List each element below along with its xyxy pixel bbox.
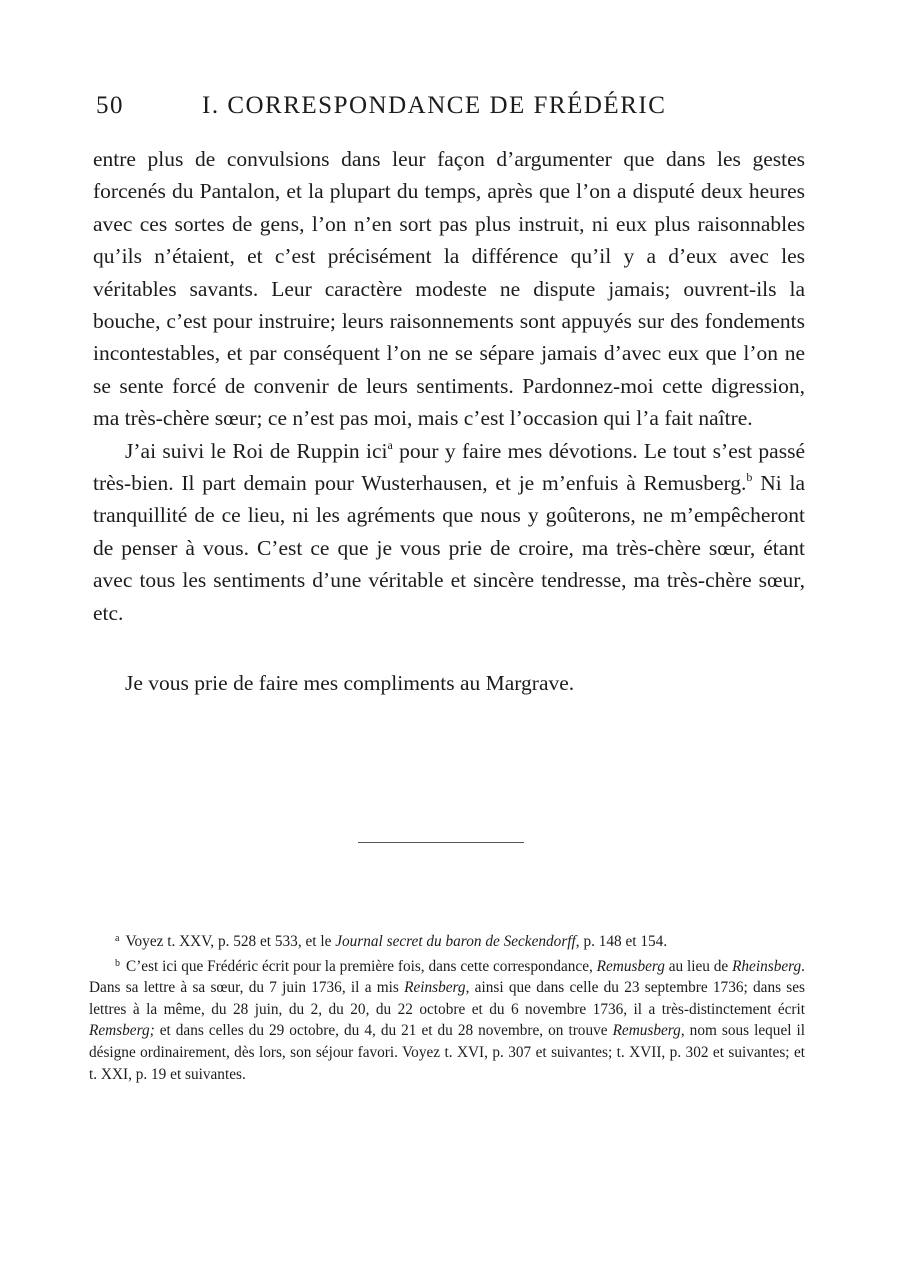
postscript: Je vous prie de faire mes compliments au Margrave. xyxy=(125,671,575,696)
footnote-mark: b xyxy=(115,957,120,969)
letter-body xyxy=(93,143,805,700)
footnote-italic: Remusberg xyxy=(596,957,665,975)
footnote-italic: Rheinsberg xyxy=(732,957,802,975)
footnote-ref-a[interactable]: a xyxy=(387,437,393,452)
footnote-italic: Journal secret du baron de Seckendorff xyxy=(335,933,576,950)
footnote-text: , ainsi que dans celle du 23 septembre 1736; dans ses lettres à la même, du 28 juin, du 2, du 20, du 22 octobre et du 6 novembre 1736, il a très-distinctement écrit xyxy=(89,979,806,1018)
footnote-text: C’est ici que Frédéric écrit pour la première fois, dans cette correspondance, xyxy=(126,957,597,975)
text-run: Ni la tranquillité de ce lieu, ni les agréments que nous y goûterons, ne m’empêcheront de penser à vous. C’est ce que je vous prie de croire, ma très-chère sœur, étant avec tous les sentiments d’une véritable et sincère tendresse, ma très-chère sœur, etc. xyxy=(93,471,805,625)
footnote-a xyxy=(89,928,805,953)
page-number: 50 xyxy=(96,92,124,119)
text-run: J’ai suivi le Roi de Ruppin ici xyxy=(125,438,388,463)
footnote-text: . Dans sa lettre à sa sœur, du 7 juin 1736, il a mis xyxy=(89,957,805,997)
footnote-ref-b[interactable]: b xyxy=(746,470,753,485)
paragraph-continued: entre plus de convulsions dans leur façon d’argumenter que dans les gestes forcenés du Pantalon, et la plupart du temps, après que l’on a disputé deux heures avec ces sortes de gens, l’on n’en sort pas plus instruit, ni eux plus raisonnables qu’ils n’étaient, et c’est précisément la différence qu’il y a d’eux avec les véritables savants. Leur caractère modeste ne dispute jamais; ouvrent-ils la bouche, c’est pour instruire; leurs raisonnements sont appuyés sur des fondements incontestables, et par conséquent l’on ne se sépare jamais d’avec eux que l’on ne se sente forcé de convenir de leurs sentiments. Pardonnez-moi cette digression, ma très-chère sœur; ce n’est pas moi, mais c’est l’occasion qui l’a fait naître. xyxy=(93,147,805,431)
footnote-text: , nom sous lequel il désigne ordinairement, dès lors, son séjour favori. Voyez t. XVI, p. 307 et suivantes; t. XVII, p. 302 et suivantes; et t. XXI, p. 19 et suivantes. xyxy=(89,1022,805,1083)
footnote-mark: a xyxy=(115,933,120,944)
footnote-separator xyxy=(358,842,524,843)
footnote-text: , p. 148 et 154. xyxy=(575,933,668,950)
footnote-b xyxy=(89,953,805,1086)
paragraph-closing xyxy=(93,435,805,629)
footnote-italic: Remsberg; xyxy=(89,1022,155,1040)
footnote-italic: Reinsberg xyxy=(404,979,466,997)
running-title: I. CORRESPONDANCE DE FRÉDÉRIC xyxy=(202,92,667,119)
footnote-italic: Remusberg xyxy=(612,1022,681,1040)
footnotes xyxy=(89,928,805,1085)
footnote-text: au lieu de xyxy=(664,957,733,975)
footnote-text: et dans celles du 29 octobre, du 4, du 21 et du 28 novembre, on trouve xyxy=(154,1022,613,1040)
running-header xyxy=(96,92,716,120)
text-run: pour y faire mes dévotions. Le tout s’est passé très-bien. Il part demain pour Wusterhausen, et je m’enfuis à Remusberg. xyxy=(93,438,805,496)
footnote-text: Voyez t. XXV, p. 528 et 533, et le xyxy=(125,933,336,950)
